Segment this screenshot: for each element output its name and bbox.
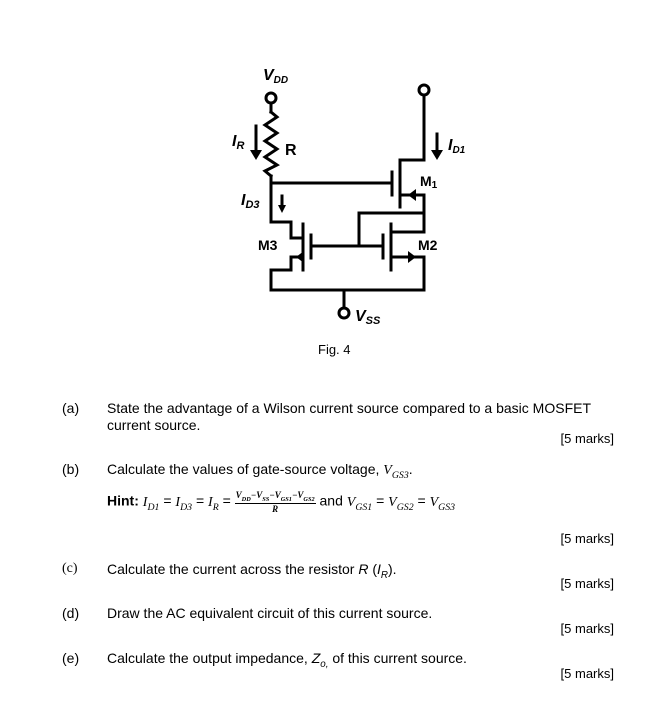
question-e-label: (e)	[62, 650, 80, 666]
hint-fraction-numerator: $V_{DD}-V_{SS}-V_{GS1}-V_{GS2}$	[235, 490, 315, 503]
svg-text:VSS	[355, 308, 381, 327]
svg-text:ID3	[241, 192, 260, 211]
id3-arrow-icon	[278, 205, 286, 213]
hint-i-r: $I_R$	[208, 494, 219, 513]
question-a-line1: State the advantage of a Wilson current source compared to a basic MOSFET	[107, 400, 592, 416]
figure-caption: Fig. 4	[318, 342, 351, 357]
question-e-var: Z	[311, 650, 321, 666]
question-d-marks: [5 marks]	[560, 621, 614, 636]
id3-sub: D3	[245, 199, 260, 211]
hint-vgs2: $V_{GS2}$	[388, 494, 414, 513]
output-terminal	[419, 85, 429, 95]
question-c-prompt: Calculate the current across the resistor	[107, 561, 359, 577]
hint-i-d3: $I_{D3}$	[175, 494, 193, 513]
question-c-text: Calculate the current across the resistor R $(I_R)$.	[107, 561, 397, 581]
hint-fraction	[235, 490, 316, 514]
m2-source-arrow-icon	[408, 251, 416, 263]
resistor-r	[265, 112, 277, 176]
hint-i-d1: $I_{D1}$	[142, 494, 160, 513]
m1-label: M	[420, 173, 432, 189]
svg-text:M1	[420, 173, 438, 191]
question-c-var: R	[358, 561, 369, 577]
question-b-end: .	[408, 461, 413, 477]
question-d-text: Draw the AC equivalent circuit of this current source.	[107, 605, 433, 621]
ir-sub: R	[236, 140, 245, 152]
question-e-prompt: Calculate the output impedance,	[107, 650, 312, 666]
vss-sub: SS	[365, 315, 381, 327]
question-c-label: (c)	[62, 561, 78, 576]
m3-source-arrow-icon	[296, 251, 304, 263]
svg-text:ID1	[448, 137, 466, 156]
m1-source-arrow-icon	[408, 189, 416, 201]
svg-text:IR	[232, 133, 244, 152]
ir-arrow-icon	[250, 150, 262, 160]
m2-label: M2	[418, 237, 438, 253]
hint-fraction-denominator: R	[272, 503, 279, 514]
question-b-prompt: Calculate the values of gate-source voltage,	[107, 461, 384, 477]
question-b-label: (b)	[62, 461, 80, 477]
question-b-text	[107, 461, 413, 484]
r-label: R	[285, 142, 297, 159]
hint-and: and	[319, 492, 343, 509]
wilson-current-source-diagram	[0, 0, 657, 350]
vdd-sub: DD	[273, 75, 289, 86]
vdd-label: V	[263, 67, 274, 84]
id1-sub: D1	[452, 145, 466, 156]
id3-label: I	[241, 192, 246, 209]
hint-label: Hint:	[107, 492, 139, 509]
question-b-hint: Hint: $I_{D1} = I_{D3} = I_R$ = $\frac{V_{DD}-V_{SS}-V_{GS1}-V_{GS2}}{R}$ and $V_{GS1} = V_{GS2} = V_{GS3}$	[107, 490, 455, 514]
question-c-marks: [5 marks]	[560, 576, 614, 591]
question-e-var-sub: o,	[320, 658, 329, 670]
question-b-marks: [5 marks]	[560, 531, 614, 546]
question-a-label: (a)	[62, 400, 80, 416]
m1-sub: 1	[431, 180, 438, 191]
question-c-paren-sub: R	[380, 569, 388, 581]
question-b-var: V	[383, 463, 392, 478]
question-d-label: (d)	[62, 605, 80, 621]
question-a-text	[107, 400, 591, 434]
id1-arrow-icon	[431, 150, 443, 160]
question-e-text	[107, 650, 467, 673]
question-a-line2: current source.	[107, 417, 201, 433]
question-e-marks: [5 marks]	[560, 666, 614, 681]
question-e-end: of this current source.	[328, 650, 467, 666]
question-c-paren-var: I	[377, 561, 381, 577]
id1-label: I	[448, 137, 453, 154]
hint-vgs1: $V_{GS1}$	[346, 494, 373, 513]
m3-label: M3	[258, 237, 278, 253]
question-b-var-sub: GS3	[391, 469, 409, 481]
svg-text:VDD	[263, 67, 288, 86]
question-a-marks: [5 marks]	[560, 431, 614, 446]
question-c-end: .	[392, 561, 397, 577]
vss-terminal	[339, 308, 349, 318]
hint-vgs3: $V_{GS3}$	[429, 494, 455, 513]
ir-label: I	[232, 133, 237, 150]
vss-label: V	[355, 308, 366, 325]
